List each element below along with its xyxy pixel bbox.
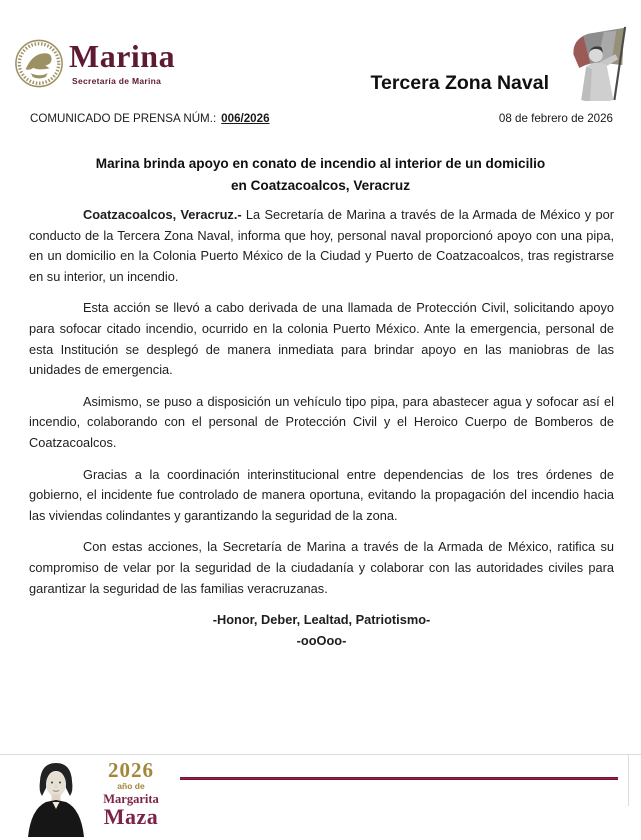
footer-right-divider (628, 754, 629, 806)
paragraph-3: Asimismo, se puso a disposición un vehículo tipo pipa, para abastecer agua y sofocar así el incendio, colaborando con el personal de Protección Civil y el Heroico Cuerpo de Bomberos de Coatzacoalcos. (29, 393, 614, 450)
paragraph-5: Con estas acciones, la Secretaría de Marina a través de la Armada de México, ratifica su compromiso de velar por la seguridad de la ciudadanía y colaborar con las autoridades civiles para garantizar la seguridad de las familias veracruzanas. (29, 539, 614, 596)
footer-top-divider (0, 754, 641, 755)
margarita-maza-portrait-icon (20, 757, 92, 837)
marina-brand-logo (14, 37, 175, 90)
mexico-coat-of-arms-icon (14, 37, 64, 90)
year-caption: año de (117, 781, 145, 792)
document-title-line1: Marina brinda apoyo en conato de incendio al interior de un domicilio (95, 156, 546, 171)
document-body (29, 205, 614, 651)
marina-wordmark: Marina (69, 38, 176, 74)
document-title (28, 153, 613, 198)
footer-accent-line (180, 777, 618, 780)
unit-title: Tercera Zona Naval (370, 72, 549, 94)
commemorative-year-block (90, 759, 172, 828)
bulletin-number-line (30, 112, 270, 125)
person-first-name: Margarita (103, 791, 159, 806)
person-last-name: Maza (103, 804, 159, 830)
paragraph-1-text: La Secretaría de Marina a través de la Armada de México y por conducto de la Tercera Zona Naval, informa que hoy, personal naval proporcionó apoyo con una pipa, en un domicilio en la Colonia Puerto México de la Ciudad y Puerto de Coatzacoalcos, tras registrarse en su interior, un incendio. (29, 207, 614, 284)
document-title-line2: en Coatzacoalcos, Veracruz (230, 178, 411, 194)
paragraph-4: Gracias a la coordinación interinstitucional entre dependencias de los tres órdenes de gobierno, el incidente fue controlado de manera oportuna, evitando la propagación del incendio hacia las viviendas colindantes y garantizando la seguridad de la zona. (29, 466, 614, 523)
meta-row (30, 112, 613, 125)
end-separator: -ooOoo- (296, 632, 347, 648)
release-date: 08 de febrero de 2026 (498, 112, 613, 125)
brand-tagline: Secretaría de Marina (72, 76, 162, 86)
motto: -Honor, Deber, Lealtad, Patriotismo- (212, 612, 431, 628)
paragraph-1 (29, 205, 614, 287)
bulletin-label: COMUNICADO DE PRENSA NÚM.: (30, 112, 217, 125)
bulletin-number: 006/2026 (221, 112, 270, 125)
paragraph-1-lead: Coatzacoalcos, Veracruz.- (83, 207, 242, 222)
naval-heroine-flag-icon (547, 25, 635, 101)
brand-text (69, 37, 175, 86)
closing-block (29, 610, 614, 651)
commemorative-year: 2026 (108, 758, 154, 782)
paragraph-2: Esta acción se llevó a cabo derivada de una llamada de Protección Civil, solicitando apoyo para sofocar citado incendio, ocurrido en la colonia Puerto México. Ante la emergencia, personal de esta Institución se desplegó de manera inmediata para brindar apoyo en las maniobras de las unidades de emergencia. (29, 300, 614, 378)
